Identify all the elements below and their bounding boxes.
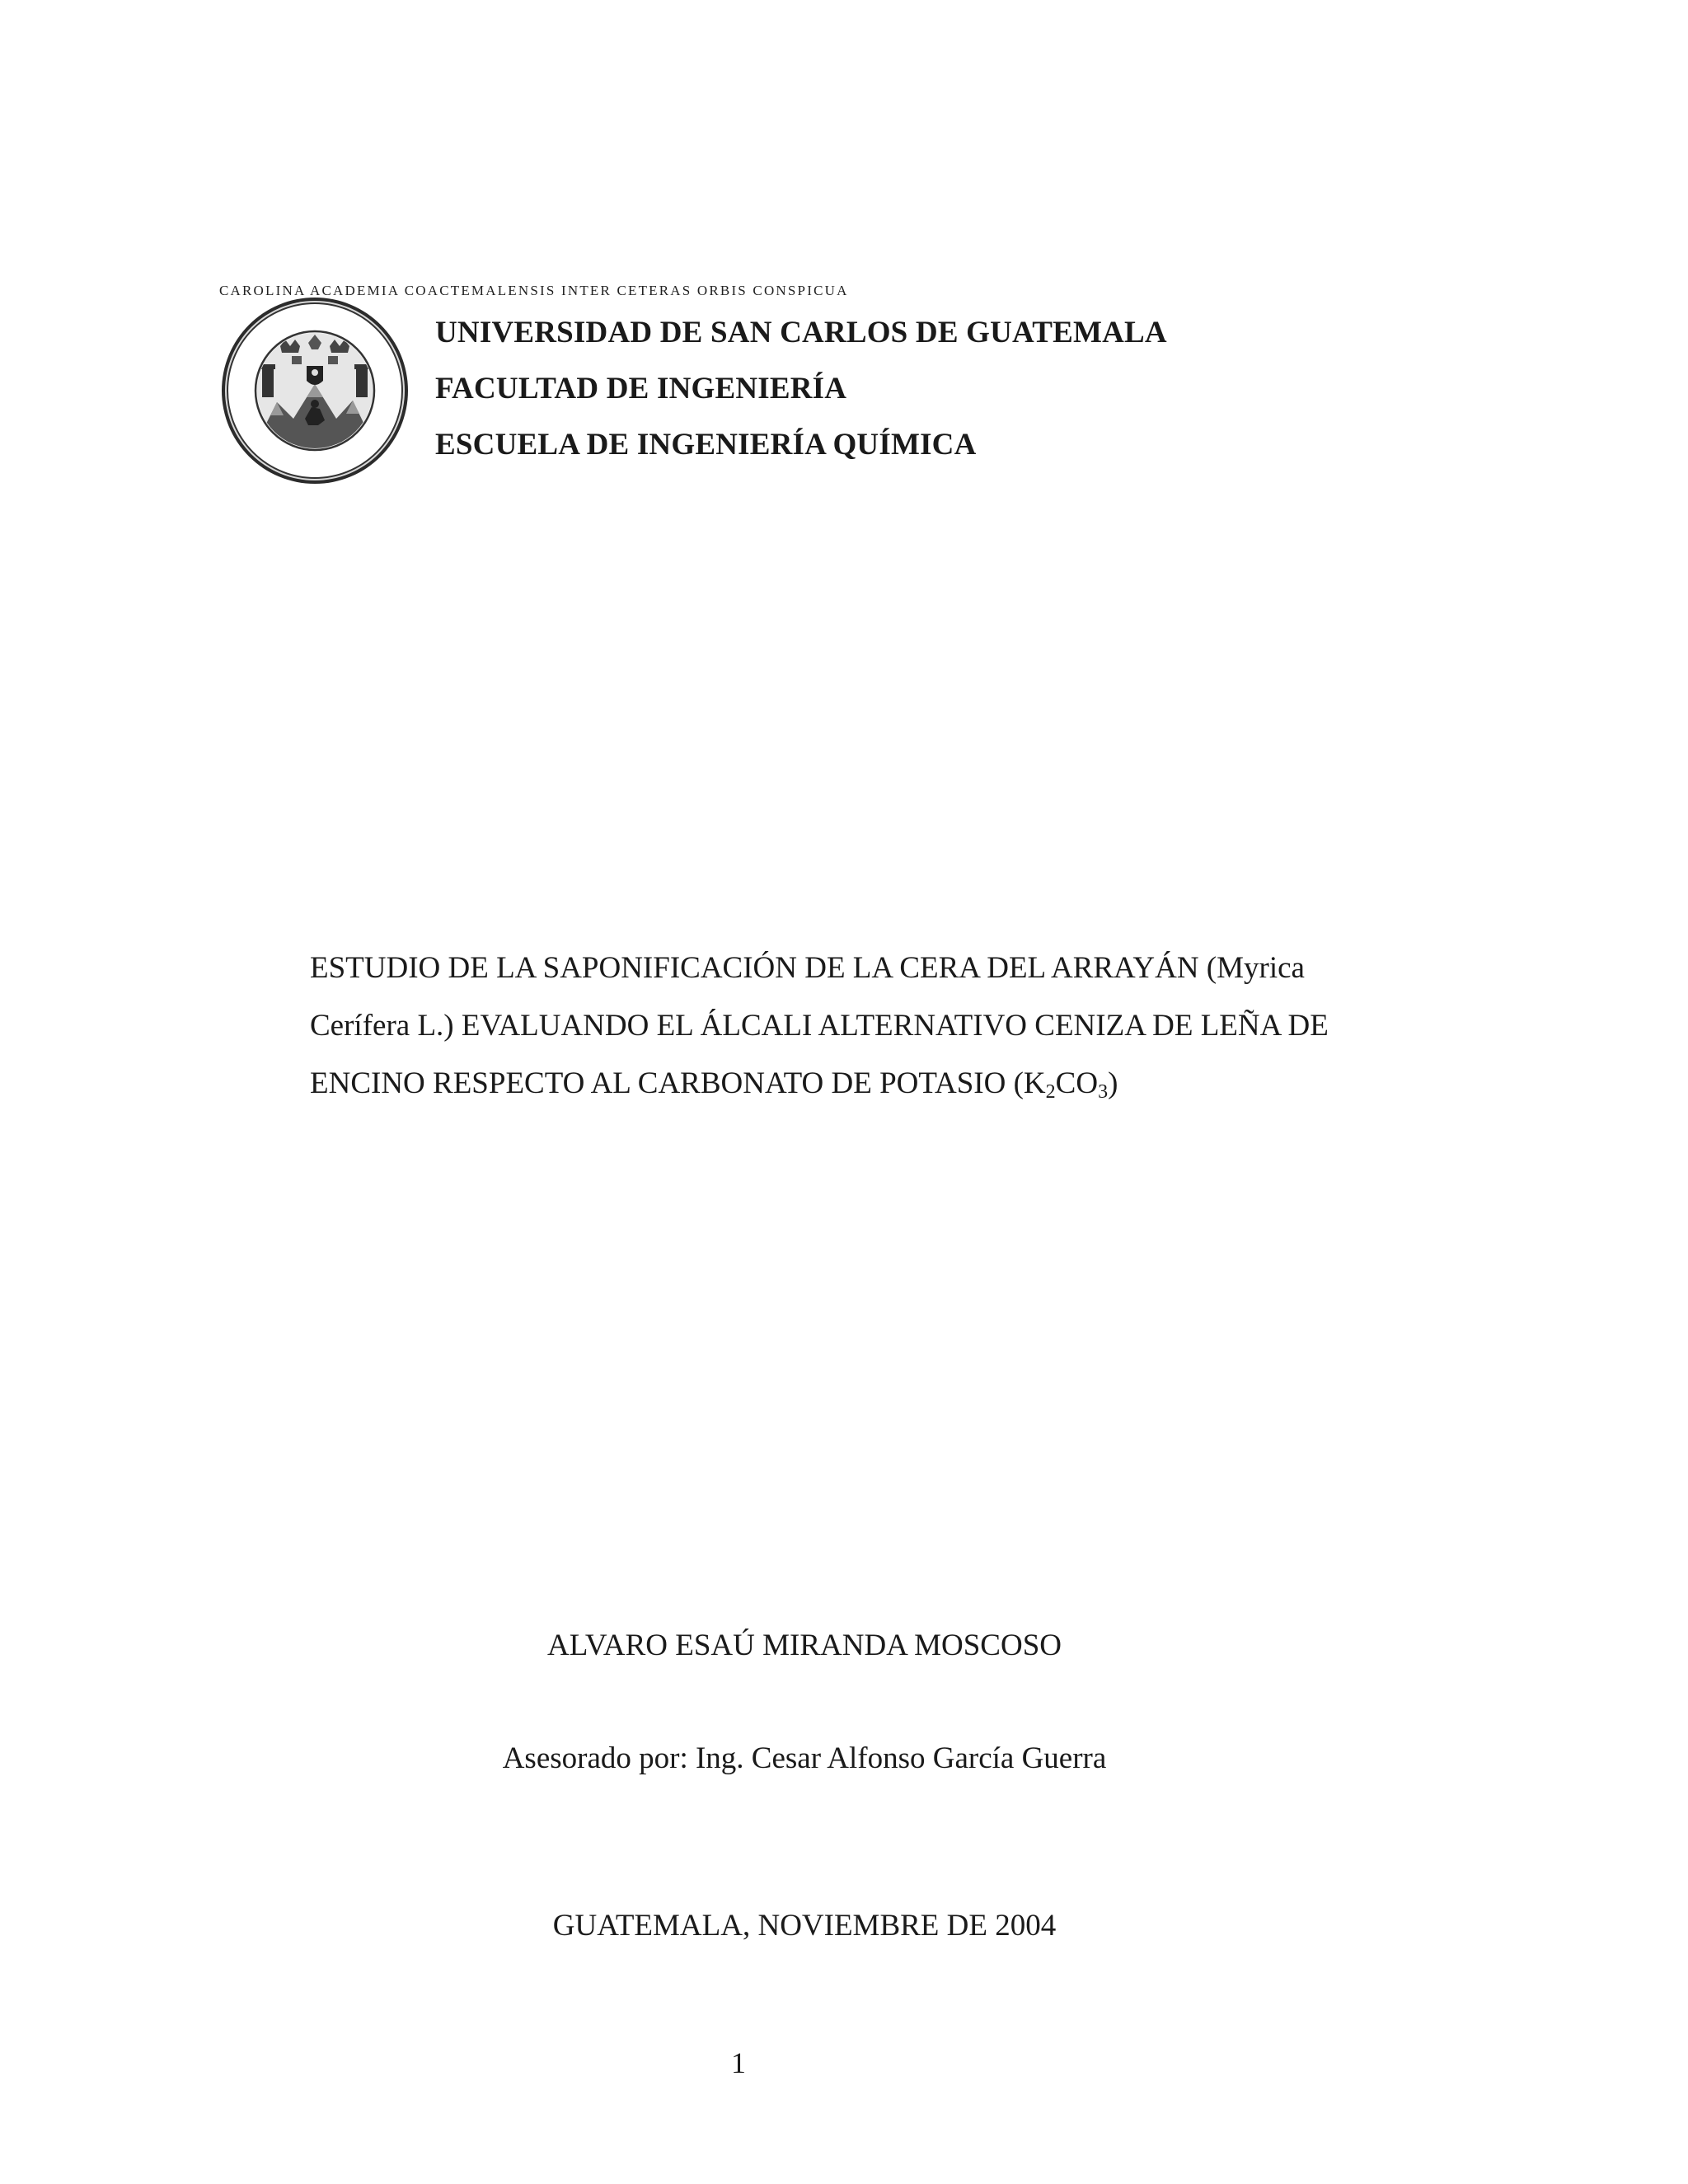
title-line-2: Cerífera L.) EVALUANDO EL ÁLCALI ALTERNATIVO CENIZA DE LEÑA DE [310, 1009, 1329, 1043]
title-line-3-close: ) [1108, 1066, 1118, 1100]
advisor-line: Asesorado por: Ing. Cesar Alfonso García Guerra [502, 1741, 1107, 1775]
title-line-1: ESTUDIO DE LA SAPONIFICACIÓN DE LA CERA DEL ARRAYÁN (Myrica [310, 951, 1305, 985]
school-name: ESCUELA DE INGENIERÍA QUÍMICA [435, 428, 977, 462]
thesis-title [310, 940, 1431, 1113]
seal-inscription: CAROLINA ACADEMIA COACTEMALENSIS INTER CETERAS ORBIS CONSPICUA [219, 283, 849, 298]
author-name: ALVARO ESAÚ MIRANDA MOSCOSO [547, 1629, 1062, 1662]
title-line-3 [310, 1055, 1431, 1113]
university-name: UNIVERSIDAD DE SAN CARLOS DE GUATEMALA [435, 316, 1167, 349]
title-line-3-co: CO [1055, 1066, 1099, 1100]
page-number: 1 [731, 2046, 746, 2079]
title-line-3-text: ENCINO RESPECTO AL CARBONATO DE POTASIO (K [310, 1066, 1046, 1100]
place-date: GUATEMALA, NOVIEMBRE DE 2004 [552, 1909, 1057, 1943]
subscript-2: 2 [1045, 1081, 1056, 1103]
subscript-3: 3 [1098, 1081, 1109, 1103]
faculty-name: FACULTAD DE INGENIERÍA [435, 372, 847, 405]
institution-header [435, 305, 1167, 473]
